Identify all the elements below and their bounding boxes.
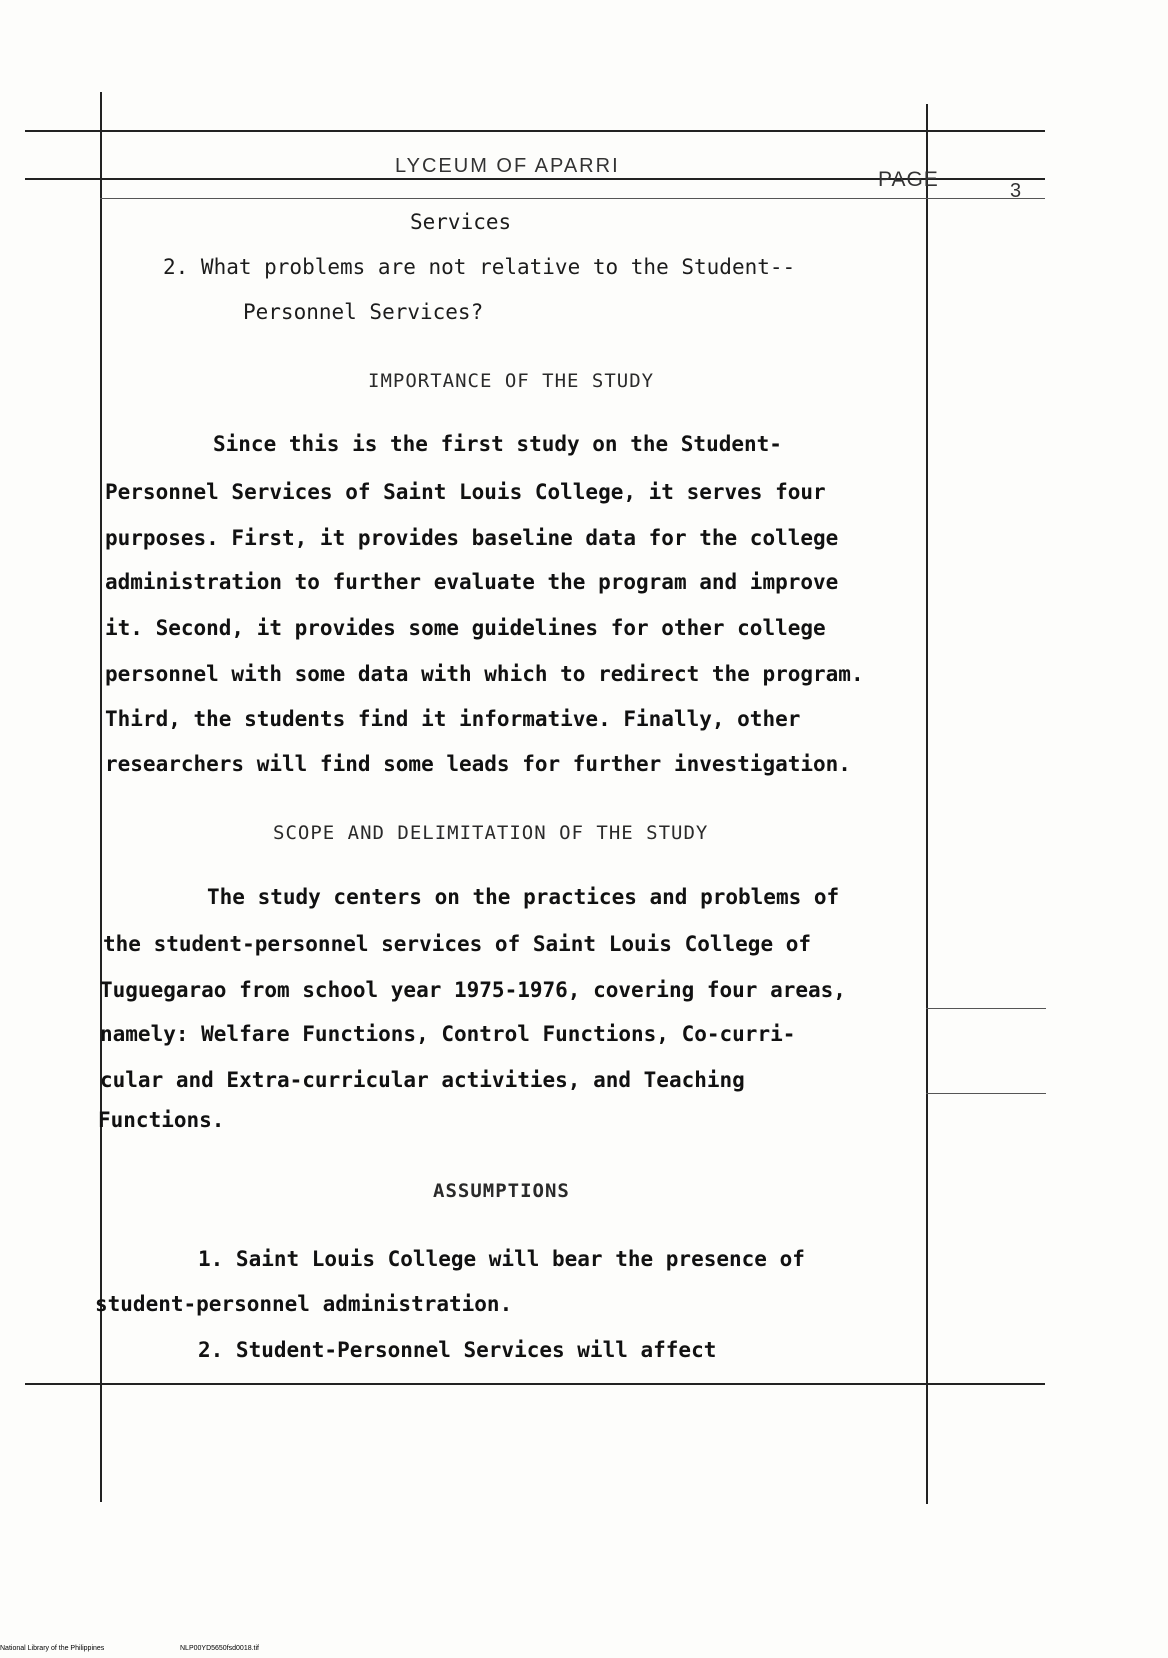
scope-line: the student-personnel services of Saint Louis College of — [103, 932, 812, 956]
right-column-rule-1 — [926, 1008, 1046, 1009]
school-name: LYCEUM OF APARRI — [395, 155, 620, 177]
assumptions-heading: ASSUMPTIONS — [433, 1180, 570, 1202]
question-2-line-2: Personnel Services? — [243, 300, 484, 324]
scope-line: namely: Welfare Functions, Control Functions, Co-curri- — [100, 1022, 796, 1046]
assumption-1-line-2: student-personnel administration. — [95, 1292, 513, 1316]
assumption-2-line-1: 2. Student-Personnel Services will affect — [198, 1338, 717, 1362]
importance-line: administration to further evaluate the program and improve — [105, 570, 839, 594]
scope-heading: SCOPE AND DELIMITATION OF THE STUDY — [273, 822, 709, 844]
bottom-rule — [25, 1383, 1045, 1385]
right-column-rule-2 — [926, 1093, 1046, 1094]
importance-line: Since this is the first study on the Student- — [213, 432, 782, 456]
left-margin-rule — [100, 92, 102, 1502]
importance-line: Personnel Services of Saint Louis College, it serves four — [105, 480, 826, 504]
importance-line: researchers will find some leads for further investigation. — [105, 752, 851, 776]
scope-line: The study centers on the practices and problems of — [207, 885, 840, 909]
page-label: PAGE — [878, 168, 939, 191]
importance-heading: IMPORTANCE OF THE STUDY — [368, 370, 655, 392]
importance-line: it. Second, it provides some guidelines for other college — [105, 616, 826, 640]
header-top-rule — [25, 130, 1045, 132]
right-margin-rule — [926, 104, 928, 1504]
importance-line: purposes. First, it provides baseline data for the college — [105, 526, 839, 550]
scope-line: Tuguegarao from school year 1975-1976, covering four areas, — [100, 978, 846, 1002]
importance-line: Third, the students find it informative. Finally, other — [105, 707, 801, 731]
scope-line: cular and Extra-curricular activities, and Teaching — [100, 1068, 745, 1092]
scope-line: Functions. — [98, 1108, 225, 1132]
header-underline-rule — [100, 198, 1045, 199]
assumption-1-line-1: 1. Saint Louis College will bear the presence of — [198, 1247, 805, 1271]
question-2-line-1: 2. What problems are not relative to the Student-- — [163, 255, 796, 279]
file-identifier: NLP00YD5650fsd0018.tif — [180, 1645, 259, 1652]
page-number: 3 — [1010, 180, 1022, 202]
library-credit: National Library of the Philippines — [0, 1645, 105, 1652]
importance-line: personnel with some data with which to redirect the program. — [105, 662, 864, 686]
continued-word: Services — [410, 210, 512, 234]
